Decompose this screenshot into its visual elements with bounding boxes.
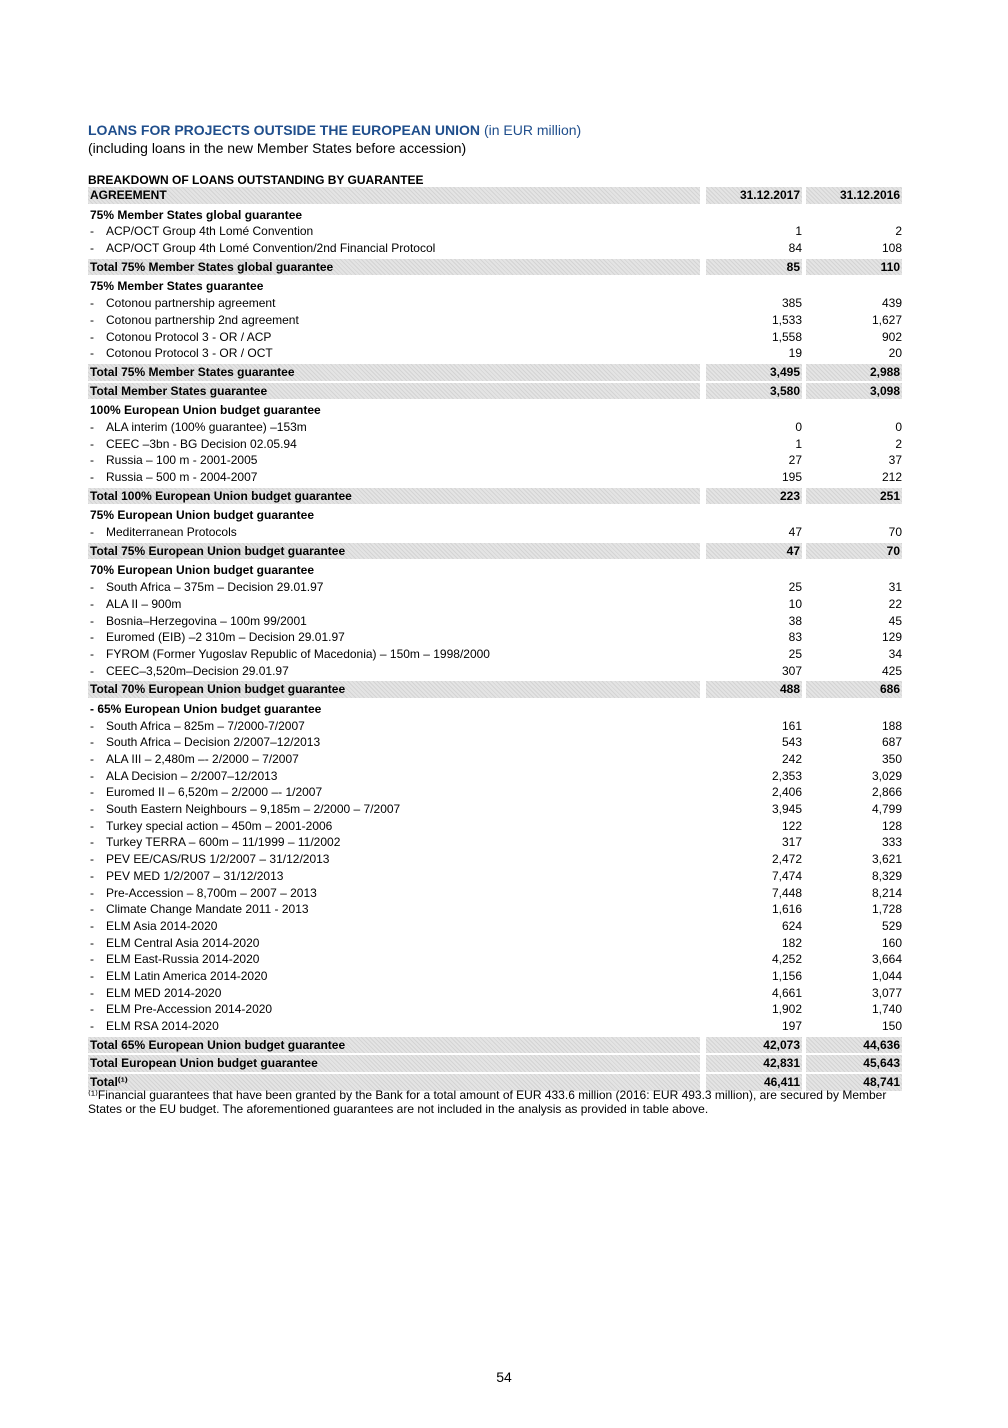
group-heading-row — [88, 278, 906, 295]
bullet-dash: - — [90, 419, 94, 434]
bullet-dash: - — [90, 580, 94, 595]
table-row — [88, 784, 906, 801]
value-2017: 1,533 — [771, 312, 802, 327]
table-row — [88, 579, 906, 596]
value-2016: 212 — [881, 470, 902, 484]
row-label: Cotonou Protocol 3 - OR / ACP — [106, 329, 272, 344]
row-label: Climate Change Mandate 2011 - 2013 — [106, 902, 309, 917]
value-2017: 7,474 — [771, 868, 802, 883]
value-2016: 439 — [881, 296, 902, 311]
table-row — [88, 918, 906, 935]
row-label: Total Member States guarantee — [88, 383, 700, 400]
value-2016: 3,077 — [871, 985, 902, 1000]
row-label: 75% European Union budget guarantee — [90, 508, 315, 523]
value-2016: 425 — [881, 663, 902, 678]
value-2017: 47 — [788, 525, 802, 540]
bullet-dash: - — [90, 613, 94, 628]
value-2017: 27 — [788, 453, 802, 468]
value-2016: 45,643 — [806, 1055, 902, 1072]
table-row — [88, 751, 906, 768]
value-2016: 902 — [881, 329, 902, 344]
row-label: ACP/OCT Group 4th Lomé Convention/2nd Financial Protocol — [106, 241, 436, 256]
table-row — [88, 452, 906, 469]
bullet-dash: - — [90, 835, 94, 850]
value-2017: 307 — [781, 663, 802, 678]
value-2017: 1 — [795, 224, 802, 239]
value-2016: 4,799 — [871, 802, 902, 817]
value-2017: 42,831 — [706, 1055, 802, 1072]
group-heading-row — [88, 402, 906, 419]
value-2017: 242 — [781, 752, 802, 766]
value-2017: 3,495 — [706, 364, 802, 381]
row-label: Cotonou Protocol 3 - OR / OCT — [106, 346, 273, 361]
table-row — [88, 718, 906, 735]
value-2016: 128 — [881, 818, 902, 833]
value-2017: 3,580 — [706, 383, 802, 400]
value-2016: 20 — [888, 346, 902, 361]
value-2017: 47 — [706, 543, 802, 560]
bullet-dash: - — [90, 968, 94, 983]
value-2016: 8,214 — [871, 885, 902, 900]
bullet-dash: - — [90, 630, 94, 645]
value-2017: 84 — [788, 241, 802, 256]
table-row — [88, 968, 906, 985]
row-label: Total 75% European Union budget guarantee — [88, 543, 700, 560]
value-2016: 45 — [888, 613, 902, 628]
row-label: South Africa – 825m – 7/2000-7/2007 — [106, 718, 305, 733]
bullet-dash: - — [90, 470, 94, 484]
table-row — [88, 646, 906, 663]
value-2016: 3,098 — [806, 383, 902, 400]
bullet-dash: - — [90, 852, 94, 867]
bullet-dash: - — [90, 785, 94, 800]
value-2016: 48,741 — [806, 1074, 902, 1091]
bullet-dash: - — [90, 329, 94, 344]
value-2017: 122 — [781, 818, 802, 833]
table-row — [88, 345, 906, 362]
row-label: CEEC–3,520m–Decision 29.01.97 — [106, 663, 289, 678]
value-2017: 1,558 — [771, 329, 802, 344]
row-label: 75% Member States guarantee — [90, 279, 264, 294]
value-2017: 195 — [781, 470, 802, 484]
value-2017: 10 — [788, 596, 802, 611]
table-row — [88, 935, 906, 952]
row-label: ELM RSA 2014-2020 — [106, 1019, 219, 1033]
value-2017: 46,411 — [706, 1074, 802, 1091]
value-2016: 1,627 — [871, 312, 902, 327]
value-2017: 1,156 — [771, 968, 802, 983]
value-2017: 1 — [795, 436, 802, 451]
value-2016: 333 — [881, 835, 902, 850]
table-row — [88, 629, 906, 646]
total-row — [88, 364, 906, 381]
value-2017: 1,902 — [771, 1002, 802, 1017]
value-2016: 1,044 — [871, 968, 902, 983]
total-row — [88, 383, 906, 400]
total-row — [88, 259, 906, 276]
bullet-dash: - — [90, 296, 94, 311]
table-row — [88, 1018, 906, 1035]
value-2016: 110 — [806, 259, 902, 276]
value-2017: 385 — [781, 296, 802, 311]
row-label: Mediterranean Protocols — [106, 525, 237, 540]
row-label: ELM Pre-Accession 2014-2020 — [106, 1002, 273, 1017]
table-row — [88, 223, 906, 240]
value-2016: 188 — [881, 718, 902, 733]
group-heading-row — [88, 507, 906, 524]
table-row — [88, 469, 906, 486]
value-2016: 108 — [881, 241, 902, 256]
header-col-2016: 31.12.2016 — [806, 187, 902, 204]
table-row — [88, 436, 906, 453]
bullet-dash: - — [90, 241, 94, 256]
value-2017: 543 — [781, 735, 802, 750]
value-2016: 70 — [806, 543, 902, 560]
value-2016: 251 — [806, 488, 902, 505]
table-row — [88, 663, 906, 680]
value-2017: 1,616 — [771, 902, 802, 917]
table-row — [88, 951, 906, 968]
row-label: ALA III – 2,480m –- 2/2000 – 7/2007 — [106, 752, 299, 766]
row-label: Russia – 100 m - 2001-2005 — [106, 453, 258, 468]
bullet-dash: - — [90, 752, 94, 766]
total-row — [88, 1055, 906, 1072]
value-2017: 488 — [706, 681, 802, 698]
value-2016: 350 — [881, 752, 902, 766]
table-row — [88, 885, 906, 902]
bullet-dash: - — [90, 952, 94, 967]
bullet-dash: - — [90, 453, 94, 468]
row-label: Turkey special action – 450m – 2001-2006 — [106, 818, 333, 833]
row-label: ELM East-Russia 2014-2020 — [106, 952, 260, 967]
value-2017: 223 — [706, 488, 802, 505]
table-row — [88, 329, 906, 346]
value-2016: 2,988 — [806, 364, 902, 381]
row-label: ELM Asia 2014-2020 — [106, 918, 218, 933]
section-heading: BREAKDOWN OF LOANS OUTSTANDING BY GUARANTEE — [88, 173, 424, 187]
table-row — [88, 985, 906, 1002]
value-2016: 686 — [806, 681, 902, 698]
value-2016: 687 — [881, 735, 902, 750]
bullet-dash: - — [90, 735, 94, 750]
value-2017: 3,945 — [771, 802, 802, 817]
page-title — [88, 122, 581, 138]
value-2016: 34 — [888, 646, 902, 661]
row-label: Pre-Accession – 8,700m – 2007 – 2013 — [106, 885, 317, 900]
bullet-dash: - — [90, 1019, 94, 1033]
row-label: ALA II – 900m — [106, 596, 182, 611]
value-2016: 8,329 — [871, 868, 902, 883]
bullet-dash: - — [90, 918, 94, 933]
value-2016: 70 — [888, 525, 902, 540]
table-row — [88, 734, 906, 751]
row-label: Total 70% European Union budget guarantee — [88, 681, 700, 698]
row-label: ACP/OCT Group 4th Lomé Convention — [106, 224, 314, 239]
title-main: LOANS FOR PROJECTS OUTSIDE THE EUROPEAN UNION — [88, 122, 481, 138]
row-label: South Africa – Decision 2/2007–12/2013 — [106, 735, 321, 750]
value-2017: 2,472 — [771, 852, 802, 867]
row-label: Bosnia–Herzegovina – 100m 99/2001 — [106, 613, 307, 628]
value-2016: 44,636 — [806, 1037, 902, 1054]
table-row — [88, 834, 906, 851]
value-2016: 1,728 — [871, 902, 902, 917]
row-label: Turkey TERRA – 600m – 11/1999 – 11/2002 — [106, 835, 341, 850]
value-2017: 38 — [788, 613, 802, 628]
value-2016: 37 — [888, 453, 902, 468]
group-heading-row — [88, 207, 906, 224]
bullet-dash: - — [90, 312, 94, 327]
row-label: Total⁽¹⁾ — [88, 1074, 700, 1091]
row-label: Total 75% Member States global guarantee — [88, 259, 700, 276]
bullet-dash: - — [90, 902, 94, 917]
value-2016: 150 — [881, 1019, 902, 1033]
row-label: PEV EE/CAS/RUS 1/2/2007 – 31/12/2013 — [106, 852, 330, 867]
value-2016: 22 — [888, 596, 902, 611]
bullet-dash: - — [90, 935, 94, 950]
group-heading-row — [88, 562, 906, 579]
row-label: ELM Central Asia 2014-2020 — [106, 935, 260, 950]
total-row — [88, 1037, 906, 1054]
value-2017: 0 — [795, 419, 802, 434]
bullet-dash: - — [90, 346, 94, 361]
bullet-dash: - — [90, 885, 94, 900]
value-2016: 3,664 — [871, 952, 902, 967]
table-row — [88, 901, 906, 918]
table-row — [88, 419, 906, 436]
total-row — [88, 488, 906, 505]
total-row — [88, 681, 906, 698]
value-2017: 83 — [788, 630, 802, 645]
total-row — [88, 543, 906, 560]
row-label: South Eastern Neighbours – 9,185m – 2/2000 – 7/2007 — [106, 802, 401, 817]
table-row — [88, 613, 906, 630]
table-header — [88, 187, 906, 204]
bullet-dash: - — [90, 646, 94, 661]
value-2016: 3,621 — [871, 852, 902, 867]
value-2017: 161 — [781, 718, 802, 733]
value-2017: 4,661 — [771, 985, 802, 1000]
title-unit: (in EUR million) — [483, 122, 582, 138]
row-label: South Africa – 375m – Decision 29.01.97 — [106, 580, 324, 595]
table-row — [88, 240, 906, 257]
value-2017: 4,252 — [771, 952, 802, 967]
value-2017: 42,073 — [706, 1037, 802, 1054]
page-subtitle: (including loans in the new Member States before accession) — [88, 140, 467, 156]
row-label: ELM MED 2014-2020 — [106, 985, 222, 1000]
table-row — [88, 768, 906, 785]
value-2016: 2 — [895, 224, 902, 239]
value-2017: 25 — [788, 646, 802, 661]
value-2016: 2 — [895, 436, 902, 451]
value-2017: 7,448 — [771, 885, 802, 900]
bullet-dash: - — [90, 985, 94, 1000]
value-2016: 160 — [881, 935, 902, 950]
value-2016: 3,029 — [871, 768, 902, 783]
value-2016: 529 — [881, 918, 902, 933]
table-row — [88, 851, 906, 868]
table-row — [88, 596, 906, 613]
row-label: 75% Member States global guarantee — [90, 207, 303, 222]
bullet-dash: - — [90, 525, 94, 540]
bullet-dash: - — [90, 768, 94, 783]
value-2017: 19 — [788, 346, 802, 361]
value-2016: 0 — [895, 419, 902, 434]
value-2017: 2,406 — [771, 785, 802, 800]
bullet-dash: - — [90, 224, 94, 239]
table-row — [88, 868, 906, 885]
row-label: 100% European Union budget guarantee — [90, 403, 321, 418]
value-2017: 85 — [706, 259, 802, 276]
footnote: ⁽¹⁾Financial guarantees that have been granted by the Bank for a total amount of EUR 433.6 million (2016: EUR 493.3 million), are secured by Member States or the EU budget. The aforementioned guarantees are not included in the analysis as provided in table above. — [88, 1088, 887, 1116]
group-heading-row — [88, 701, 906, 718]
row-label: Total 65% European Union budget guarantee — [88, 1037, 700, 1054]
table-row — [88, 524, 906, 541]
row-label: ELM Latin America 2014-2020 — [106, 968, 268, 983]
value-2016: 1,740 — [871, 1002, 902, 1017]
bullet-dash: - — [90, 596, 94, 611]
bullet-dash: - — [90, 718, 94, 733]
value-2017: 25 — [788, 580, 802, 595]
value-2017: 317 — [781, 835, 802, 850]
table-row — [88, 312, 906, 329]
table-row — [88, 818, 906, 835]
header-col-2017: 31.12.2017 — [706, 187, 802, 204]
bullet-dash: - — [90, 802, 94, 817]
row-label: ALA Decision – 2/2007–12/2013 — [106, 768, 278, 783]
guarantee-table — [88, 187, 906, 1091]
value-2017: 2,353 — [771, 768, 802, 783]
bullet-dash: - — [90, 868, 94, 883]
bullet-dash: - — [90, 663, 94, 678]
table-row — [88, 1001, 906, 1018]
row-label: - 65% European Union budget guarantee — [90, 701, 322, 716]
bullet-dash: - — [90, 818, 94, 833]
page-number: 54 — [496, 1369, 512, 1385]
bullet-dash: - — [90, 1002, 94, 1017]
row-label: Euromed II – 6,520m – 2/2000 –- 1/2007 — [106, 785, 323, 800]
row-label: Total European Union budget guarantee — [88, 1055, 700, 1072]
bullet-dash: - — [90, 436, 94, 451]
header-agreement: AGREEMENT — [88, 187, 700, 204]
row-label: Russia – 500 m - 2004-2007 — [106, 470, 258, 484]
row-label: Cotonou partnership agreement — [106, 296, 276, 311]
table-body — [88, 207, 906, 1091]
row-label: Total 100% European Union budget guarantee — [88, 488, 700, 505]
row-label: CEEC –3bn - BG Decision 02.05.94 — [106, 436, 297, 451]
row-label: Cotonou partnership 2nd agreement — [106, 312, 299, 327]
table-row — [88, 801, 906, 818]
table-row — [88, 295, 906, 312]
row-label: 70% European Union budget guarantee — [90, 563, 315, 578]
value-2017: 182 — [781, 935, 802, 950]
row-label: Euromed (EIB) –2 310m – Decision 29.01.97 — [106, 630, 345, 645]
value-2016: 31 — [888, 580, 902, 595]
value-2016: 2,866 — [871, 785, 902, 800]
value-2016: 129 — [881, 630, 902, 645]
row-label: Total 75% Member States guarantee — [88, 364, 700, 381]
value-2017: 624 — [781, 918, 802, 933]
row-label: ALA interim (100% guarantee) –153m — [106, 419, 307, 434]
row-label: FYROM (Former Yugoslav Republic of Macedonia) – 150m – 1998/2000 — [106, 646, 490, 661]
row-label: PEV MED 1/2/2007 – 31/12/2013 — [106, 868, 284, 883]
value-2017: 197 — [781, 1019, 802, 1033]
